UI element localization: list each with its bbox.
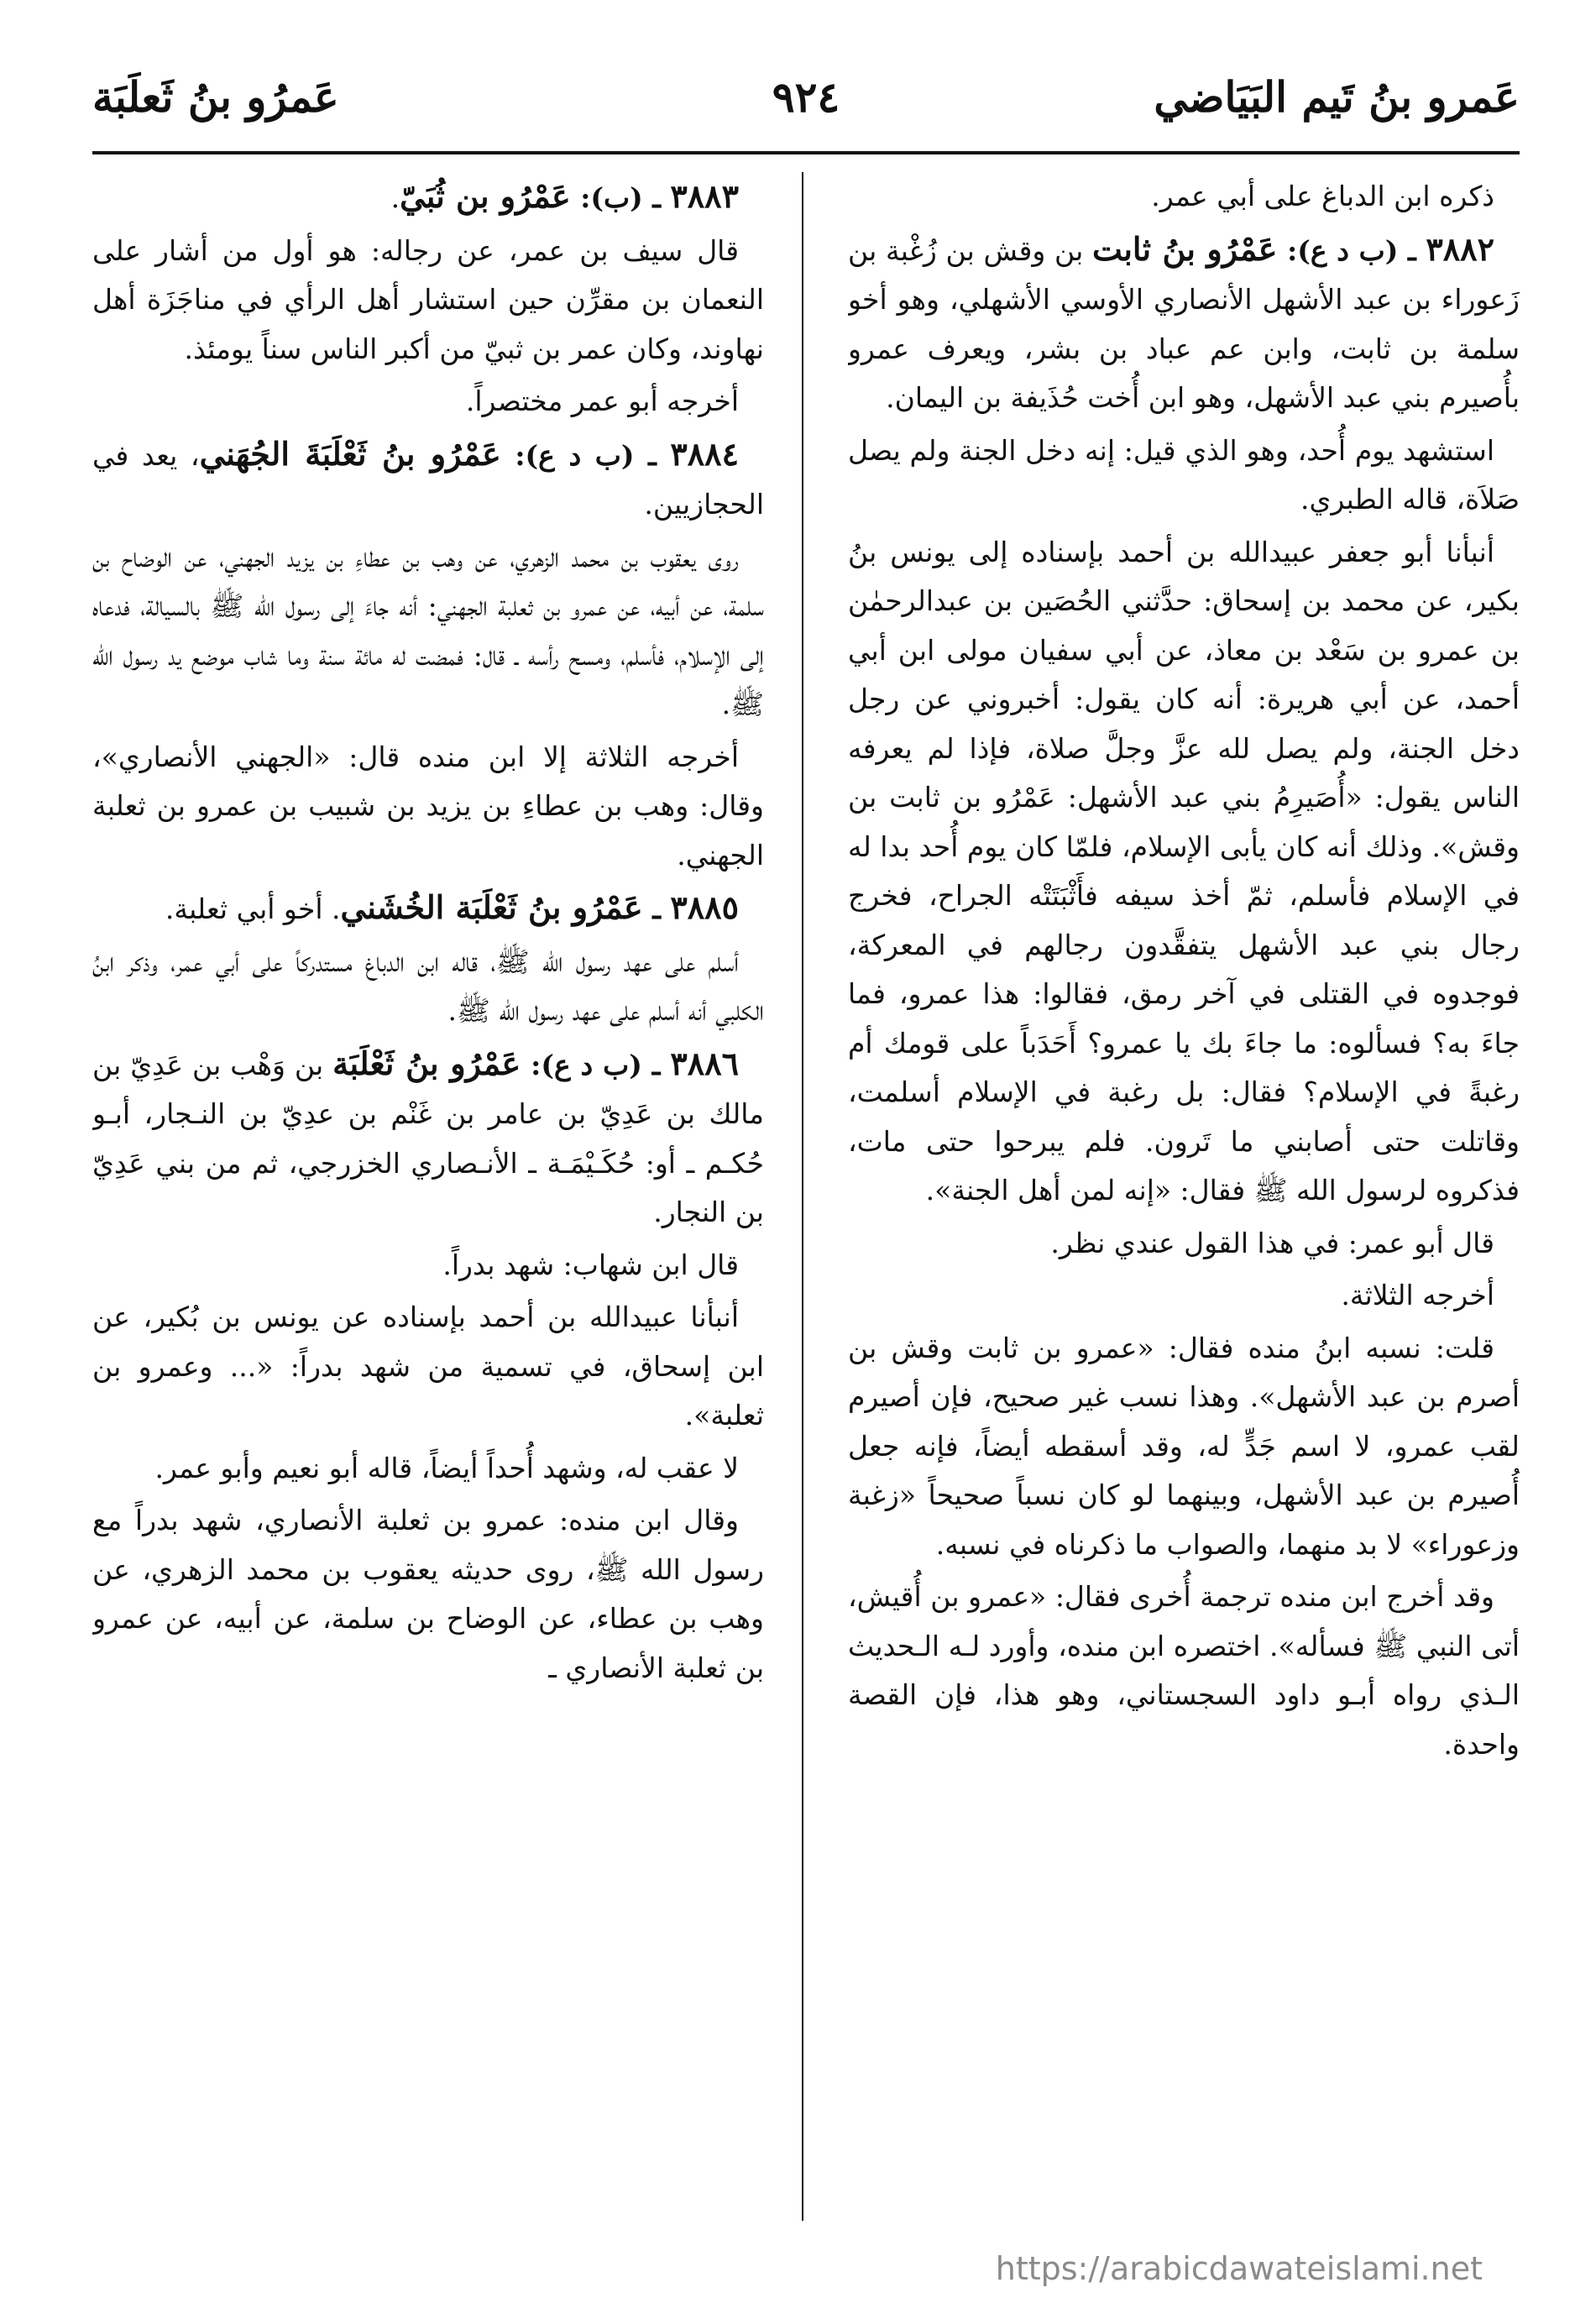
running-title-left: عَمرُو بنُ ثَعلَبَة xyxy=(92,72,339,122)
entry-source-code: ـ (ب): xyxy=(570,181,671,214)
text-paragraph xyxy=(848,528,1520,1216)
running-title-right: عَمرو بنُ تَيم البَيَاضي xyxy=(1154,72,1520,122)
text-paragraph xyxy=(92,227,764,374)
text-paragraph xyxy=(848,1219,1520,1269)
text-paragraph xyxy=(92,1444,764,1494)
text-paragraph xyxy=(848,1324,1520,1570)
paragraph-text: وقد أخرج ابن منده ترجمة أُخرى فقال: «عمرو بن أُقيش، أتى النبي ﷺ فسأله». اختصره ابن منده، وأورد لـه الـحديث الـذي رواه أبـو داود السجستاني، وهو هذا، فإن القصة واحدة. xyxy=(848,1580,1520,1761)
text-paragraph xyxy=(848,427,1520,525)
entry-paragraph xyxy=(92,430,764,530)
paragraph-text: بن وَهْب بن عَدِيّ بن مالك بن عَدِيّ بن عامر بن غَنْم بن عدِيّ بن النـجار، أبـو حُكـم ـ أو: حُكَـيْمَـة ـ الأنـصاري الخزرجي، ثم من بني عَدِيّ بن النجار. xyxy=(92,1048,764,1228)
entry-name: عَمْرُو بنُ ثَعْلَبَة الخُشَني xyxy=(340,888,643,926)
entry-source-code: ـ xyxy=(642,892,671,925)
paragraph-text: قلت: نسبه ابنُ منده فقال: «عمرو بن ثابت وقش بن أصرم بن عبد الأشهل». وهذا نسب غير صحيح، فإن أصيرم لقب عمرو، لا اسم جَدٍّ له، وقد أسقطه أيضاً، فإنه جعل أُصيرم بن عبد الأشهل، وبينهما لو كان نسباً صحيحاً «زغبة وزعوراء» لا بد منهما، والصواب ما ذكرناه في نسبه. xyxy=(848,1331,1520,1561)
page-number: ٩٢٤ xyxy=(772,72,840,122)
header-rule xyxy=(92,151,1520,154)
text-paragraph xyxy=(92,1496,764,1693)
text-paragraph xyxy=(92,1293,764,1441)
entry-number: ٣٨٨٢ xyxy=(1426,229,1494,268)
paragraph-text: قال سيف بن عمر، عن رجاله: هو أول من أشار على النعمان بن مقرِّن حين استشار أهل الرأي في مناجَزَة أهل نهاوند، وكان عمر بن ثبيّ من أكبر الناس سناً يومئذ. xyxy=(92,233,764,365)
paragraph-text: لا عقب له، وشهد أُحداً أيضاً، قاله أبو نعيم وأبو عمر. xyxy=(154,1451,739,1484)
entry-number: ٣٨٨٤ xyxy=(670,434,739,473)
paragraph-text: قال أبو عمر: في هذا القول عندي نظر. xyxy=(1050,1226,1494,1259)
right-column xyxy=(848,172,1520,2221)
text-paragraph xyxy=(848,1573,1520,1769)
paragraph-text: أنبأنا عبيدالله بن أحمد بإسناده عن يونس بن بُكير، عن ابن إسحاق، في تسمية من شهد بدراً: «... وعمرو بن ثعلبة». xyxy=(92,1301,764,1432)
column-divider xyxy=(802,172,803,2221)
paragraph-text: قال ابن شهاب: شهد بدراً. xyxy=(442,1248,739,1281)
paragraph-text: ، يعد في الحجازيين. xyxy=(92,438,764,521)
paragraph-text: وقال ابن منده: عمرو بن ثعلبة الأنصاري، شهد بدراً مع رسول الله ﷺ، روى حديثه يعقوب بن محمد الزهري، عن وهب بن عطاء، عن الوضاح بن سلمة، عن أبيه، عن عمرو بن ثعلبة الأنصاري ـ xyxy=(92,1504,764,1684)
entry-paragraph xyxy=(848,225,1520,423)
text-paragraph xyxy=(92,377,764,427)
paragraph-text: أخرجه الثلاثة. xyxy=(1341,1279,1494,1311)
entry-source-code: ـ (ب د ع): xyxy=(521,1048,671,1081)
text-paragraph xyxy=(92,1241,764,1290)
entry-source-code: ـ (ب د ع): xyxy=(500,438,671,472)
entry-name: عَمْرُو بنُ ثَعْلَبَة xyxy=(332,1044,521,1082)
left-column xyxy=(92,172,764,2221)
text-paragraph xyxy=(92,533,764,730)
text-paragraph xyxy=(92,938,764,1036)
entry-name: عَمْرُو بن ثُبَيّ xyxy=(400,177,571,215)
entry-number: ٣٨٨٦ xyxy=(670,1044,740,1082)
entry-paragraph xyxy=(92,1039,764,1238)
watermark-url: https://arabicdawateislami.net xyxy=(995,2250,1483,2287)
entry-number: ٣٨٨٥ xyxy=(670,888,739,926)
text-paragraph xyxy=(848,172,1520,222)
entry-source-code: ـ (ب د ع): xyxy=(1277,233,1426,267)
paragraph-text: استشهد يوم أُحد، وهو الذي قيل: إنه دخل الجنة ولم يصل صَلاَة، قاله الطبري. xyxy=(848,433,1520,516)
entry-number: ٣٨٨٣ xyxy=(670,177,739,215)
paragraph-text: . xyxy=(390,181,400,214)
paragraph-text: ذكره ابن الدباغ على أبي عمر. xyxy=(1151,180,1494,212)
text-paragraph xyxy=(92,733,764,881)
paragraph-text: أسلم على عهد رسول الله ﷺ، قاله ابن الدباغ مستدركاً على أبي عمر، وذكر ابنُ الكلبي أنه أسلم على عهد رسول الله ﷺ. xyxy=(92,945,764,1027)
entry-paragraph xyxy=(92,172,764,223)
entry-name: عَمْرُو بنُ ثَعْلَبَةَ الجُهَني xyxy=(199,434,501,473)
paragraph-text: أخرجه أبو عمر مختصراً. xyxy=(465,385,739,417)
entry-paragraph xyxy=(92,883,764,934)
paragraph-text: أنبأنا أبو جعفر عبيدالله بن أحمد بإسناده إلى يونس بنُ بكير، عن محمد بن إسحاق: حدَّثني الحُصَين بن عبدالرحمٰن بن عمرو بن سَعْد بن معاذ، عن أبي سفيان مولى ابن أبي أحمد، عن أبي هريرة: أنه كان يقول: أخبروني عن رجل دخل الجنة، ولم يصل لله عزَّ وجلَّ صلاة، فإذا لم يعرفه الناس يقول: «أُصَيرِمُ بني عبد الأشهل: عَمْرُو بن ثابت بن وقش». وذلك أنه كان يأبى الإسلام، فلمّا كان يوم أُحد بدا له في الإسلام فأسلم، ثمّ أخذ سيفه فأَثْبَتَتْه الجراح، فخرج رجال بني عبد الأشهل يتفقَّدون رجالهم في المعركة، فوجدوه في القتلى في آخر رمق، فقالوا: هذا عمرو، فما جاءَ به؟ فسألوه: ما جاءَ بك يا عمرو؟ أَحَدَباً على قومك أم رغبةً في الإسلام؟ فقال: بل رغبة في الإسلام أسلمت، وقاتلت حتى أصابني ما تَرون. فلم يبرحوا حتى مات، فذكروه لرسول الله ﷺ فقال: «إنه لمن أهل الجنة». xyxy=(848,535,1520,1206)
paragraph-text: روى يعقوب بن محمد الزهري، عن وهب بن عطاءِ بن يزيد الجهني، عن الوضاح بن سلمة، عن أبيه، عن عمرو بن ثعلبة الجهني: أنه جاءَ إلى رسول الله ﷺ بالسيالة، فدعاه إلى الإسلام، فأسلم، ومسح رأسه ـ قال: فمضت له مائة سنة وما شاب موضع يد رسول الله ﷺ. xyxy=(92,540,764,720)
paragraph-text: أخرجه الثلاثة إلا ابن منده قال: «الجهني الأنصاري»، وقال: وهب بن عطاءِ بن يزيد بن شبيب بن عمرو بن ثعلبة الجهني. xyxy=(92,740,764,872)
page-header xyxy=(92,72,1520,148)
entry-name: عَمْرُو بنُ ثابت xyxy=(1092,229,1278,268)
text-paragraph xyxy=(848,1271,1520,1321)
paragraph-text: بن وقش بن زُغْبة بن زَعوراء بن عبد الأشهل الأنصاري الأوسي الأشهلي، وهو أخو سلمة بن ثابت، وابن عم عباد بن بشر، ويعرف عمرو بأُصيرم بني عبد الأشهل، وهو ابن أُخت حُذَيفة بن اليمان. xyxy=(848,233,1520,414)
paragraph-text: . أخو أبي ثعلبة. xyxy=(165,892,341,925)
